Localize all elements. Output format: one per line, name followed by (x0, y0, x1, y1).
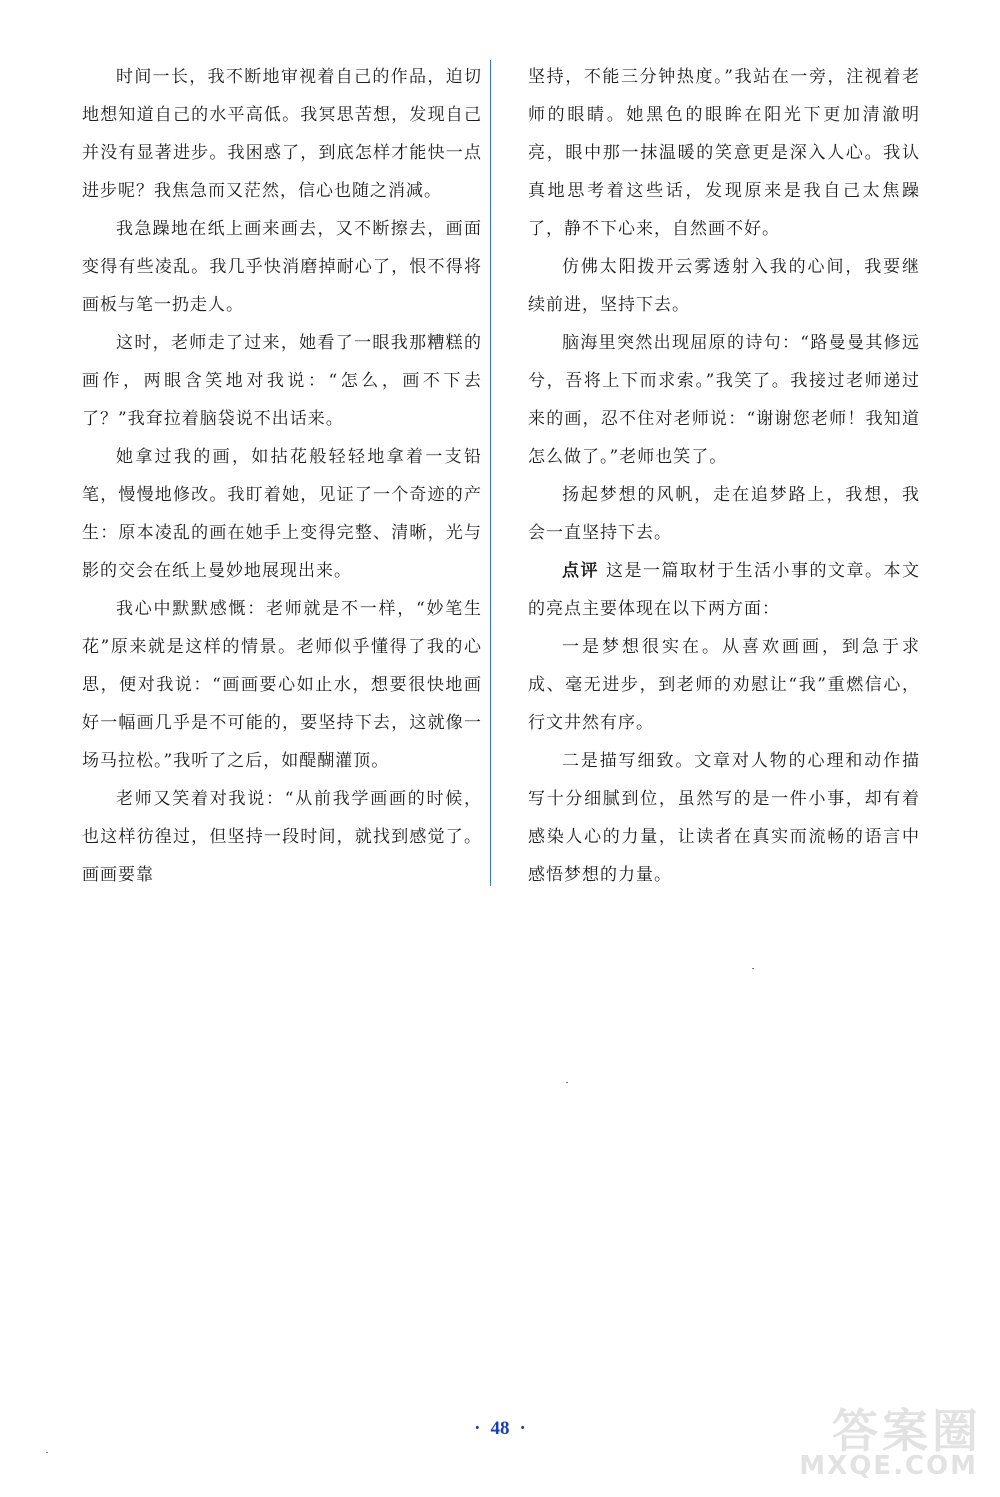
watermark-url: MXQE.COM (799, 1451, 978, 1481)
watermark-logo (782, 1395, 982, 1485)
comment-point: 二是描写细致。文章对人物的心理和动作描写十分细腻到位，虽然写的是一件小事，却有着感染人心的力量，让读者在真实而流畅的语言中感悟梦想的力量。 (528, 751, 920, 885)
paragraph: 我急躁地在纸上画来画去，又不断擦去，画面变得有些凌乱。我几乎快消磨掉耐心了，恨不得将画板与笔一扔走人。 (82, 219, 482, 315)
right-column (528, 58, 920, 894)
scan-speck (46, 1452, 48, 1453)
paragraph: 脑海里突然出现屈原的诗句：“路曼曼其修远兮，吾将上下而求索。”我笑了。我接过老师递过来的画，忍不住对老师说：“谢谢您老师！我知道怎么做了。”老师也笑了。 (528, 333, 920, 467)
scan-speck (566, 1082, 568, 1083)
paragraph: 老师又笑着对我说：“从前我学画画的时候，也这样彷徨过，但坚持一段时间，就找到感觉了。画画要靠 (82, 789, 482, 885)
bullet-left: · (474, 1418, 481, 1439)
column-divider (490, 60, 491, 886)
comment-paragraph (528, 552, 920, 628)
paragraph: 仿佛太阳拨开云雾透射入我的心间，我要继续前进，坚持下去。 (528, 257, 920, 315)
paragraph: 她拿过我的画，如拈花般轻轻地拿着一支铅笔，慢慢地修改。我盯着她，见证了一个奇迹的产生：原本凌乱的画在她手上变得完整、清晰，光与影的交会在纸上曼妙地展现出来。 (82, 447, 482, 581)
paragraph: 我心中默默感慨：老师就是不一样，“妙笔生花”原来就是这样的情景。老师似乎懂得了我的心思，便对我说：“画画要心如止水，想要很快地画好一幅画几乎是不可能的，要坚持下去，这就像一场马拉松。”我听了之后，如醍醐灌顶。 (82, 599, 482, 771)
comment-point: 一是梦想很实在。从喜欢画画，到急于求成、毫无进步，到老师的劝慰让“我”重燃信心，行文井然有序。 (528, 637, 920, 733)
paragraph: 这时，老师走了过来，她看了一眼我那糟糕的画作，两眼含笑地对我说：“怎么，画不下去了？”我耷拉着脑袋说不出话来。 (82, 333, 482, 429)
comment-text: 这是一篇取材于生活小事的文章。本文的亮点主要体现在以下两方面： (528, 561, 921, 619)
scan-speck (752, 968, 754, 969)
bullet-right: · (519, 1418, 526, 1439)
comment-label: 点评 (562, 561, 600, 581)
paragraph: 时间一长，我不断地审视着自己的作品，迫切地想知道自己的水平高低。我冥思苦想，发现自己并没有显著进步。我困惑了，到底怎样才能快一点进步呢？我焦急而又茫然，信心也随之消减。 (82, 67, 482, 201)
page-number-value: 48 (490, 1418, 510, 1439)
paragraph: 扬起梦想的风帆，走在追梦路上，我想，我会一直坚持下去。 (528, 485, 920, 543)
watermark-main: 答案圈 (832, 1404, 982, 1458)
paragraph-continuation: 坚持，不能三分钟热度。”我站在一旁，注视着老师的眼睛。她黑色的眼眸在阳光下更加清澈明亮，眼中那一抹温暖的笑意更是深入人心。我认真地思考着这些话，发现原来是我自己太焦躁了，静不下心来，自然画不好。 (528, 67, 920, 239)
left-column (82, 58, 482, 894)
